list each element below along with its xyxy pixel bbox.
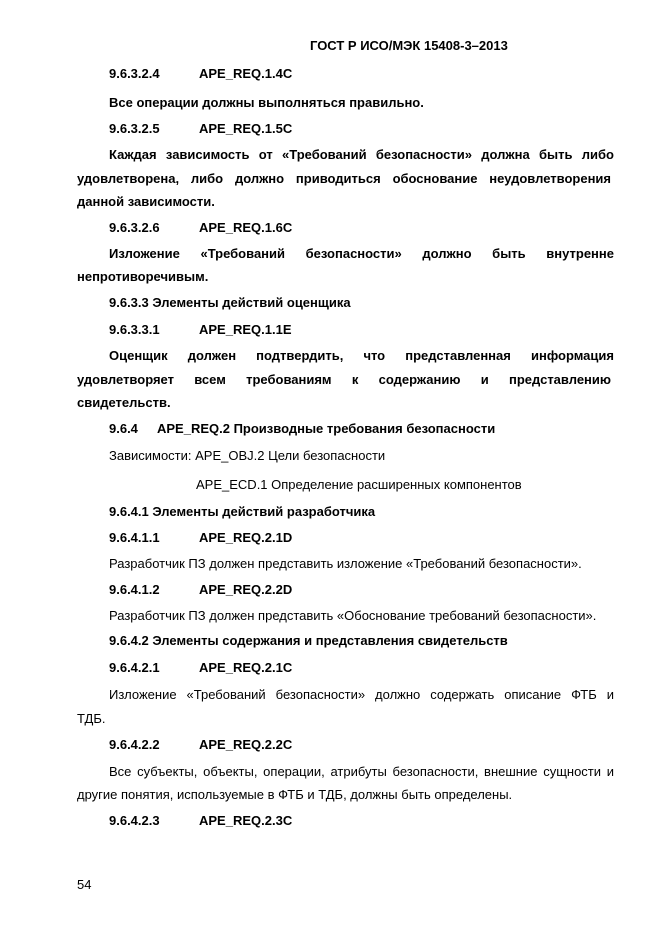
section-heading: 9.6.4.1 Элементы действий разработчика	[109, 504, 376, 519]
clause-number: 9.6.3.2.5	[109, 121, 160, 136]
paragraph-line: данной зависимости.	[77, 194, 215, 209]
paragraph-line: Каждая зависимость от «Требований безопасности» должна быть либо	[109, 147, 614, 162]
paragraph-line: Изложение «Требований безопасности» должно содержать описание ФТБ и	[109, 687, 614, 702]
paragraph: Разработчик ПЗ должен представить изложение «Требований безопасности».	[109, 556, 582, 571]
clause-heading	[109, 121, 292, 136]
clause-label: APE_REQ.2.2D	[199, 582, 293, 597]
clause-label: APE_REQ.1.5C	[199, 121, 293, 136]
clause-label: APE_REQ.2.1C	[199, 660, 293, 675]
clause-heading	[109, 220, 292, 235]
paragraph-line: другие понятия, используемые в ФТБ и ТДБ, должны быть определены.	[77, 787, 513, 802]
dependencies-label: Зависимости:	[109, 448, 192, 463]
clause-number: 9.6.4.2.2	[109, 737, 160, 752]
dependency-item: APE_OBJ.2 Цели безопасности	[195, 448, 386, 463]
clause-heading	[109, 737, 292, 752]
clause-heading	[109, 66, 292, 81]
paragraph-line: Оценщик должен подтвердить, что представленная информация	[109, 348, 614, 363]
clause-label: APE_REQ.2.2C	[199, 737, 293, 752]
clause-number: 9.6.3.3.1	[109, 322, 160, 337]
paragraph-line: Изложение «Требований безопасности» должно быть внутренне	[109, 246, 614, 261]
clause-number: 9.6.4.2.3	[109, 813, 160, 828]
clause-number: 9.6.4.1.2	[109, 582, 160, 597]
clause-number: 9.6.4.1.1	[109, 530, 160, 545]
page-number: 54	[77, 877, 92, 892]
clause-label: APE_REQ.2.1D	[199, 530, 293, 545]
clause-label: APE_REQ.1.1E	[199, 322, 292, 337]
clause-number: 9.6.4.2.1	[109, 660, 160, 675]
clause-heading	[109, 530, 292, 545]
clause-label: APE_REQ.1.6C	[199, 220, 293, 235]
clause-heading	[109, 322, 292, 337]
dependencies-line	[109, 448, 385, 463]
clause-heading	[109, 582, 292, 597]
paragraph-line: удовлетворена, либо должно приводиться обоснование неудовлетворения	[77, 171, 611, 186]
clause-heading	[109, 813, 292, 828]
section-heading: 9.6.4.2 Элементы содержания и представления свидетельств	[109, 633, 508, 648]
section-heading	[109, 421, 495, 436]
paragraph-line: Все субъекты, объекты, операции, атрибуты безопасности, внешние сущности и	[109, 764, 614, 779]
clause-label: APE_REQ.1.4C	[199, 66, 293, 81]
clause-number: 9.6.3.2.6	[109, 220, 160, 235]
paragraph: Все операции должны выполняться правильно.	[109, 95, 424, 110]
paragraph-line: ТДБ.	[77, 711, 106, 726]
clause-heading	[109, 660, 292, 675]
paragraph: Разработчик ПЗ должен представить «Обоснование требований безопасности».	[109, 608, 597, 623]
paragraph-line: непротиворечивым.	[77, 269, 209, 284]
clause-number: 9.6.3.2.4	[109, 66, 160, 81]
clause-label: APE_REQ.2.3C	[199, 813, 293, 828]
dependency-item: APE_ECD.1 Определение расширенных компонентов	[196, 477, 522, 492]
paragraph-line: свидетельств.	[77, 395, 171, 410]
document-header: ГОСТ Р ИСО/МЭК 15408-3–2013	[310, 38, 508, 53]
section-heading: 9.6.3.3 Элементы действий оценщика	[109, 295, 351, 310]
paragraph-line: удовлетворяет всем требованиям к содержанию и представлению	[77, 372, 611, 387]
section-title: APE_REQ.2 Производные требования безопасности	[157, 421, 496, 436]
section-number: 9.6.4	[109, 421, 138, 436]
